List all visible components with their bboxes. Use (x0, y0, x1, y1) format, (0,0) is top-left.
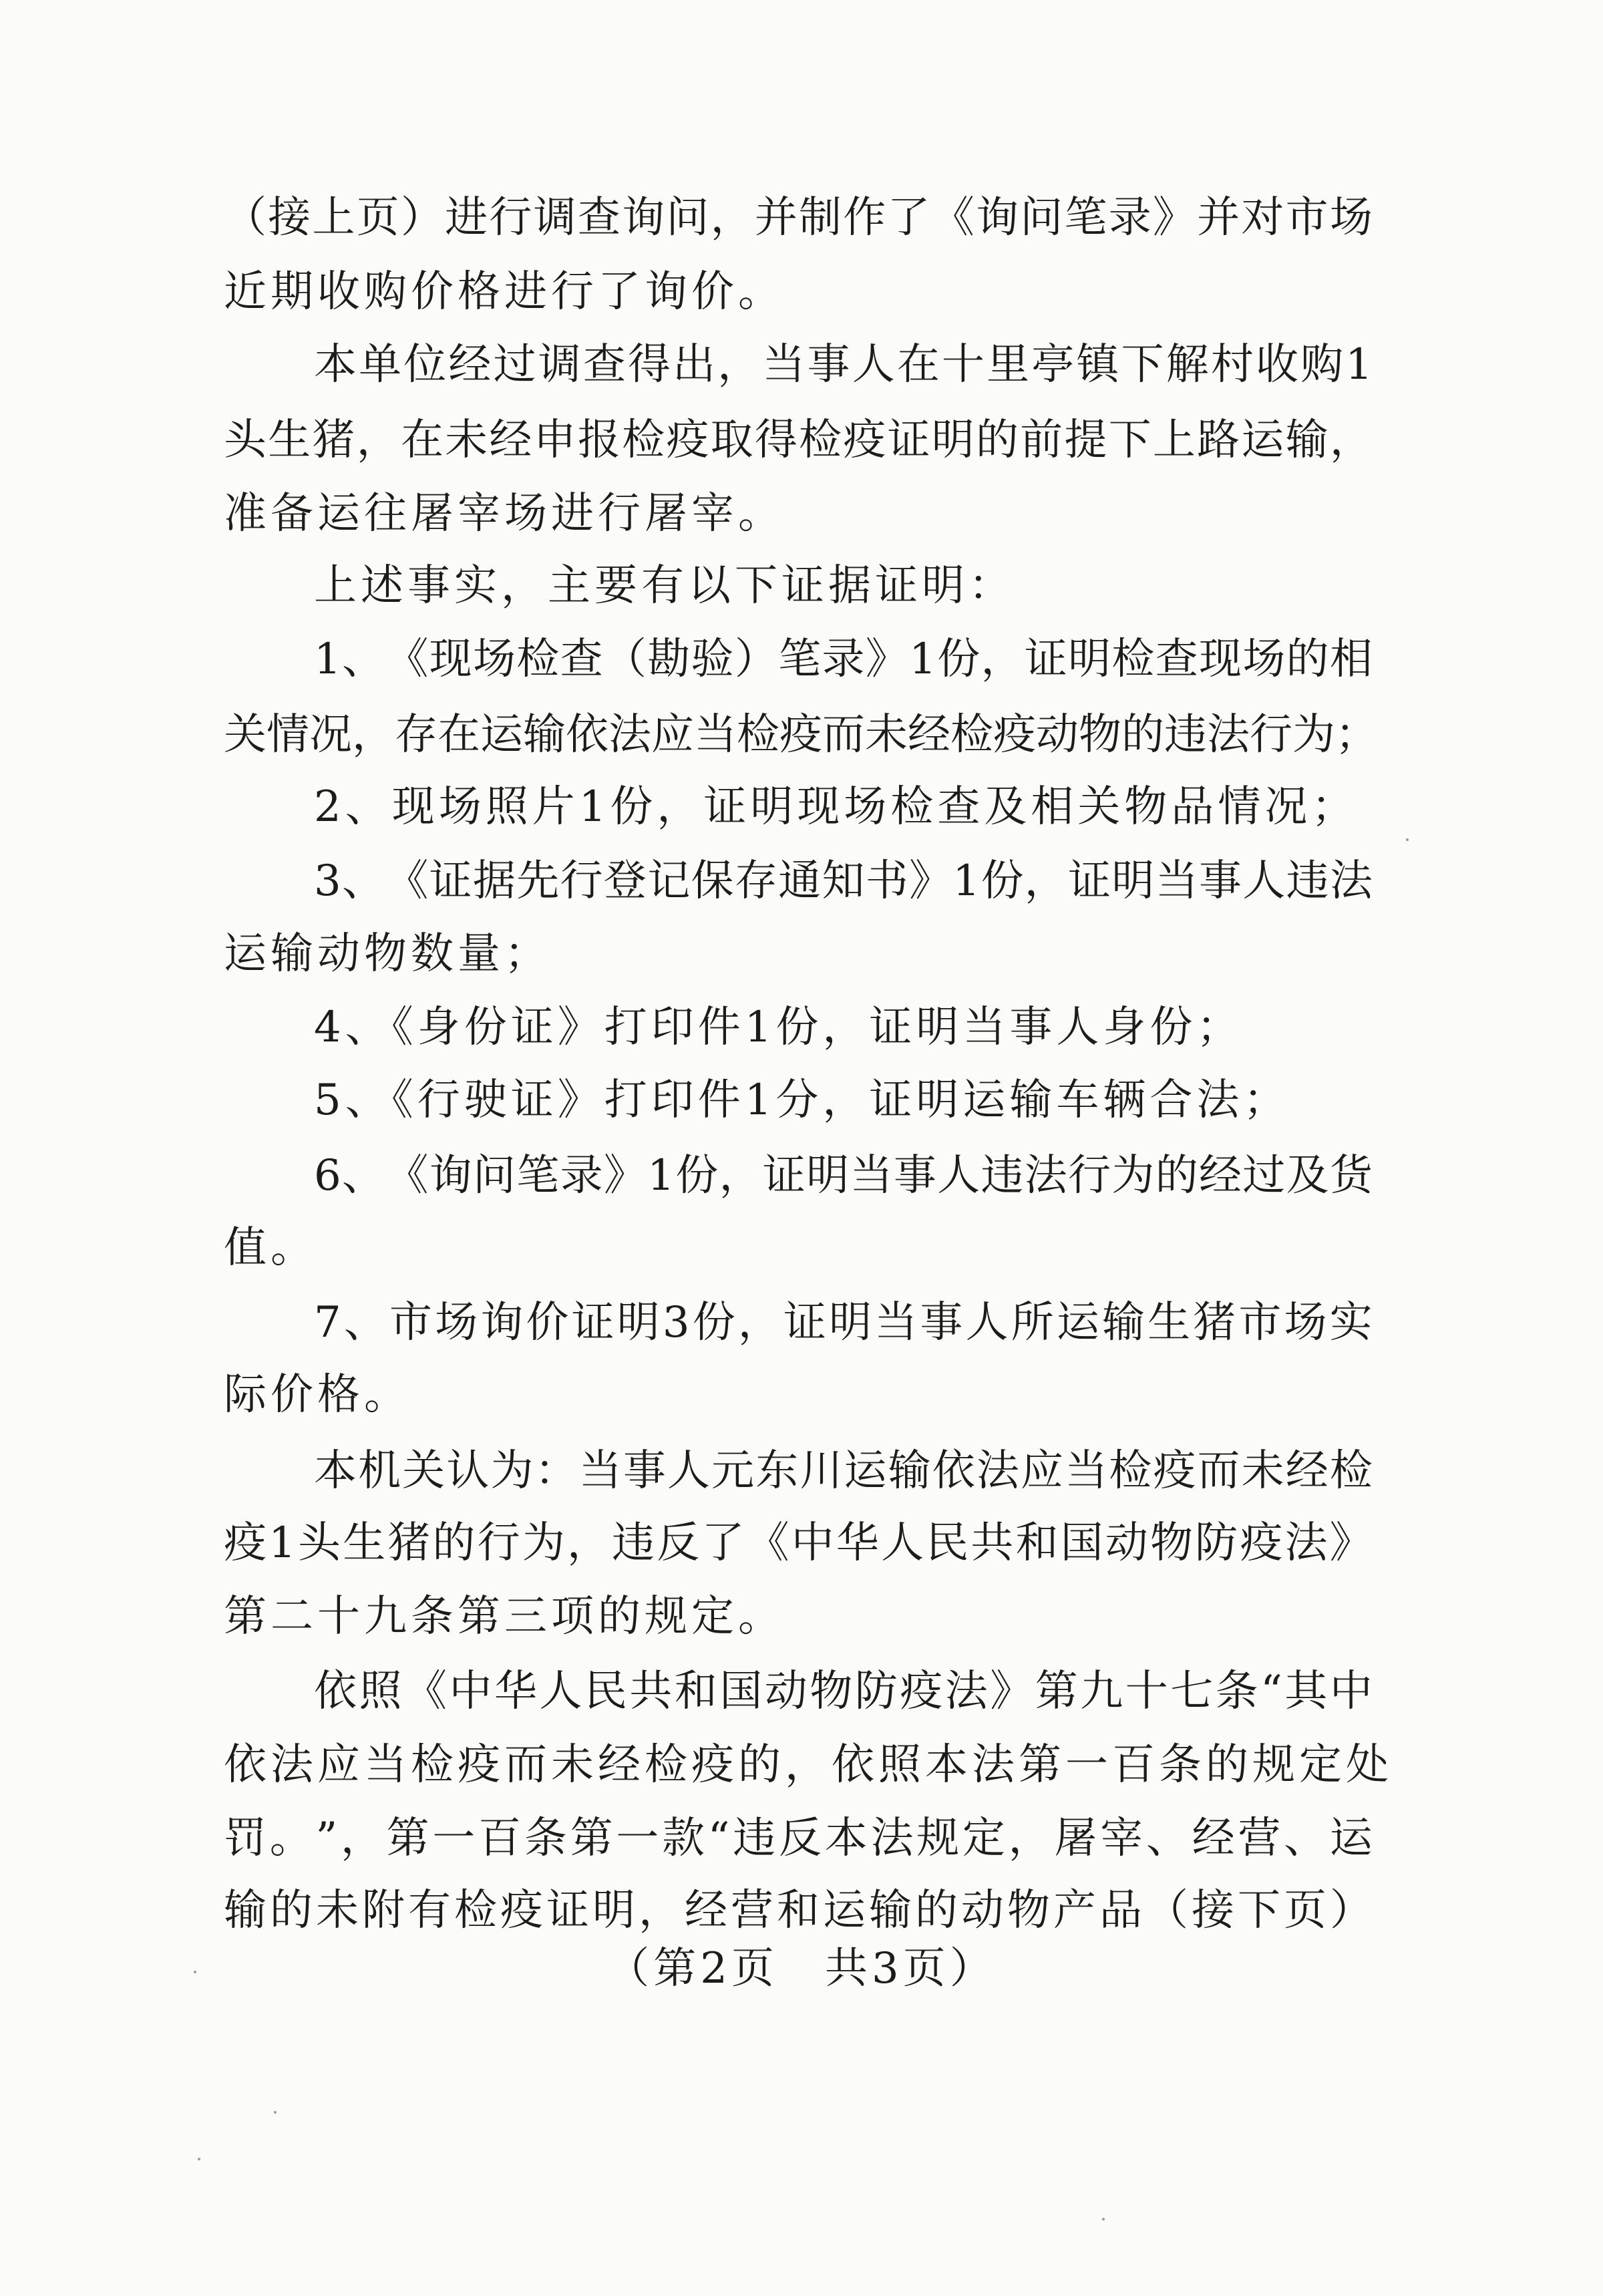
body-line: 依 照 《 中 华 人 民 共 和 国 动 物 防 疫 法 》 第 九 十 七 条 “ 其 中 (314, 1667, 1373, 1716)
body-line: 输 的 未 附 有 检 疫 证 明 ， 经 营 和 运 输 的 动 物 产 品 （ 接 下 页 ） (224, 1886, 1373, 1935)
body-line: 6 、 《 询 问 笔 录 》 1 份 ， 证 明 当 事 人 违 法 行 为 的 经 过 及 货 (314, 1151, 1373, 1200)
body-line: 头 生 猪 ， 在 未 经 申 报 检 疫 取 得 检 疫 证 明 的 前 提 下 上 路 运 输 ， (224, 416, 1373, 465)
body-line: 本 单 位 经 过 调 查 得 出 ， 当 事 人 在 十 里 亭 镇 下 解 村 收 购 1 (314, 340, 1373, 389)
body-line: 罚 。 ” ， 第 一 百 条 第 一 款 “ 违 反 本 法 规 定 ， 屠 宰 、 经 营 、 运 (224, 1814, 1373, 1863)
body-line: 运输动物数量； (224, 929, 551, 979)
body-line: 际价格。 (224, 1370, 411, 1420)
body-line: 第二十九条第三项的规定。 (224, 1592, 785, 1641)
body-line: 上述事实，主要有以下证据证明： (314, 561, 1015, 611)
scan-speck (198, 2158, 200, 2160)
scan-speck (1102, 2218, 1105, 2221)
body-line: 近期收购价格进行了询价。 (224, 267, 785, 317)
body-line: 5、《行驶证》打印件1分，证明运输车辆合法； (314, 1076, 1290, 1125)
page-footer: （第2页 共3页） (606, 1944, 997, 1993)
body-line: 关 情 况 ， 存 在 运 输 依 法 应 当 检 疫 而 未 经 检 疫 动 物 的 违 法 行 为 ； (224, 710, 1378, 760)
scan-speck (1406, 838, 1409, 841)
body-line: 依法应当检疫而未经检疫的，依照本法第一百条的规定处 (224, 1740, 1393, 1790)
body-line: 7 、 市 场 询 价 证 明 3 份 ， 证 明 当 事 人 所 运 输 生 猪 市 场 实 (314, 1298, 1373, 1347)
body-line: （ 接 上 页 ） 进 行 调 查 询 问 ， 并 制 作 了 《 询 问 笔 录 》 并 对 市 场 (224, 193, 1373, 242)
body-line: 疫 1 头 生 猪 的 行 为 ， 违 反 了 《 中 华 人 民 共 和 国 动 物 防 疫 法 》 (224, 1518, 1373, 1568)
body-line: 准备运往屠宰场进行屠宰。 (224, 489, 785, 538)
body-line: 2、现场照片1份，证明现场检查及相关物品情况； (314, 782, 1359, 832)
body-line: 1 、 《 现 场 检 查 （ 勘 验 ） 笔 录 》 1 份 ， 证 明 检 查 现 场 的 相 (314, 635, 1373, 684)
body-line: 值。 (224, 1223, 317, 1273)
scan-speck (274, 2111, 277, 2114)
body-line: 4、《身份证》打印件1份，证明当事人身份； (314, 1003, 1244, 1052)
body-line: 本 机 关 认 为 ： 当 事 人 元 东 川 运 输 依 法 应 当 检 疫 而 未 经 检 (314, 1446, 1373, 1496)
body-line: 3 、 《 证 据 先 行 登 记 保 存 通 知 书 》 1 份 ， 证 明 当 事 人 违 法 (314, 856, 1373, 906)
